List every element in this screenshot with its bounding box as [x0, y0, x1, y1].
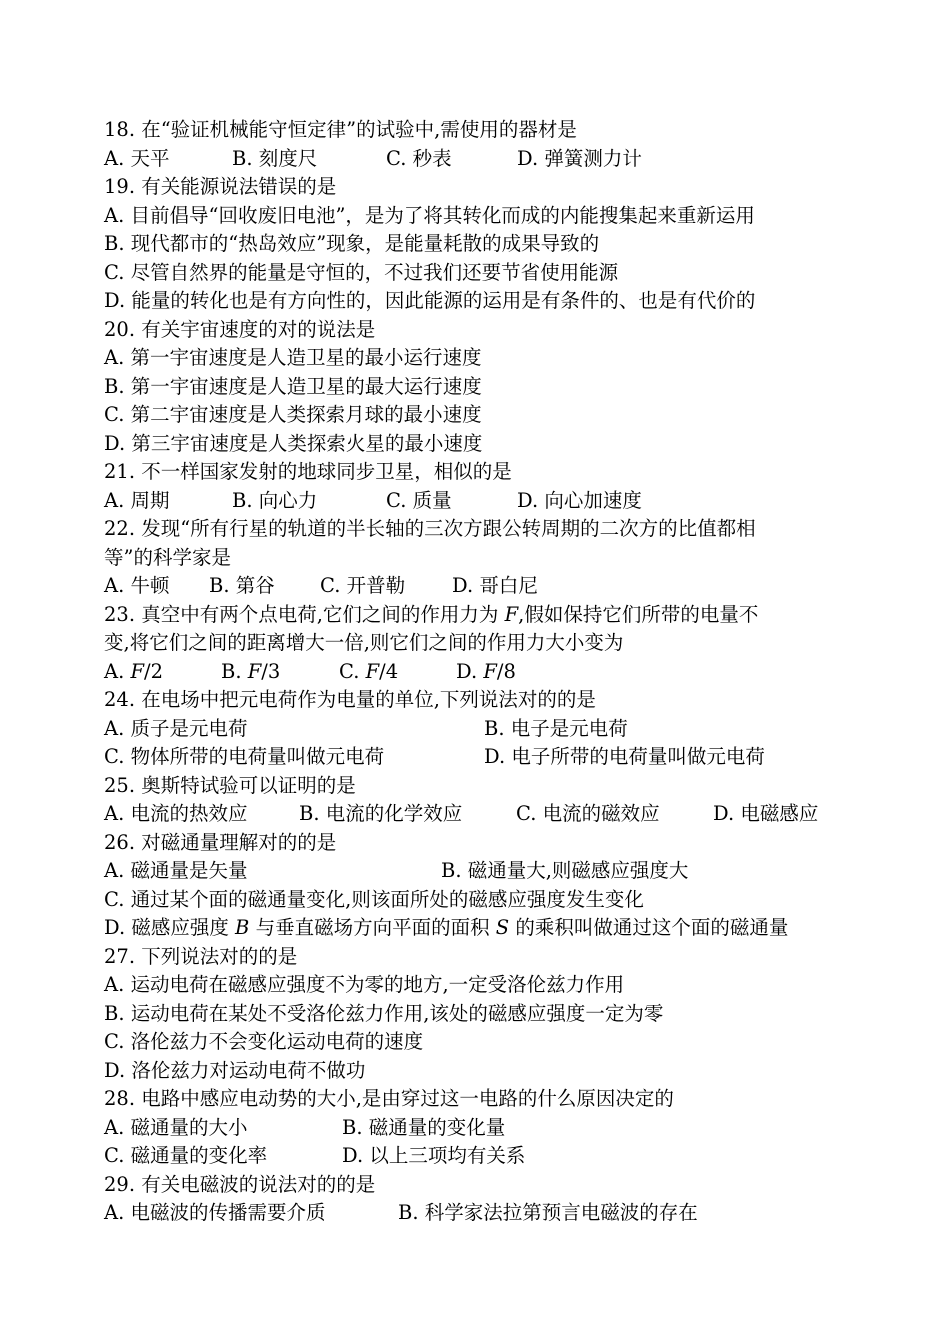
option-c: C. 物体所带的电荷量叫做元电荷 — [104, 745, 385, 768]
options-row — [104, 572, 884, 601]
question-26-stem: 26. 对磁通量理解对的的是 — [104, 830, 337, 854]
options-row — [104, 743, 884, 772]
question-stem — [104, 601, 884, 630]
options-row — [104, 1199, 884, 1228]
question-stem — [104, 829, 884, 858]
option-b: B. 磁通量大,则磁感应强度大 — [441, 859, 689, 882]
variable-f: F — [247, 659, 262, 683]
option-d: D. 以上三项均有关系 — [342, 1144, 526, 1167]
option-label: A. — [104, 659, 131, 683]
question-stem — [104, 943, 884, 972]
option-b: B. 向心力 — [232, 488, 318, 512]
question-19-stem: 19. 有关能源说法错误的是 — [104, 175, 337, 198]
options-row — [104, 800, 884, 829]
option-b — [221, 658, 280, 687]
option-label: D. — [456, 659, 484, 683]
option-b: B. 现代都市的“热岛效应”现象，是能量耗散的成果导致的 — [104, 232, 600, 255]
variable-f: F — [483, 659, 497, 683]
option-b: B. 磁通量的变化量 — [342, 1115, 506, 1139]
option-a: A. 运动电荷在磁感应强度不为零的地方,一定受洛伦兹力作用 — [104, 973, 625, 996]
options-row — [104, 145, 884, 174]
options-row — [104, 487, 884, 516]
option-value: /2 — [144, 659, 163, 683]
question-stem — [104, 316, 884, 345]
option-b: B. 刻度尺 — [232, 146, 318, 170]
question-27-stem: 27. 下列说法对的的是 — [104, 944, 298, 968]
option-a: A. 天平 — [104, 146, 170, 170]
option-c: C. 洛伦兹力不会变化运动电荷的速度 — [104, 1030, 424, 1053]
options-row — [104, 658, 884, 687]
question-list — [104, 116, 884, 1228]
option-d: D. 哥白尼 — [452, 574, 538, 597]
question-stem — [104, 515, 884, 544]
variable-s: S — [495, 916, 510, 939]
question-18-stem: 18. 在“验证机械能守恒定律”的试验中,需使用的器材是 — [104, 118, 577, 141]
question-25-stem: 25. 奥斯特试验可以证明的是 — [104, 773, 356, 797]
option-b: B. 运动电荷在某处不受洛伦兹力作用,该处的磁感应强度一定为零 — [104, 1001, 664, 1025]
option-b: B. 第一宇宙速度是人造卫星的最大运行速度 — [104, 374, 482, 398]
option-d: D. 电子所带的电荷量叫做元电荷 — [484, 745, 765, 768]
option-b: B. 电子是元电荷 — [484, 716, 628, 740]
option-text: D. 磁感应强度 — [104, 916, 236, 939]
option-d: D. 向心加速度 — [517, 488, 642, 512]
option-a — [104, 658, 163, 687]
question-stem — [104, 173, 884, 202]
option-a: A. 第一宇宙速度是人造卫星的最小运行速度 — [104, 346, 482, 369]
option-b: B. 科学家法拉第预言电磁波的存在 — [398, 1201, 698, 1224]
option-d: D. 电磁感应 — [713, 802, 819, 825]
question-stem — [104, 686, 884, 715]
question-stem-continuation: 等”的科学家是 — [104, 545, 231, 569]
option-c — [339, 658, 398, 687]
option-d: D. 第三宇宙速度是人类探索火星的最小速度 — [104, 431, 483, 455]
variable-f: F — [365, 659, 380, 683]
question-23-stem-part: ,假如保持它们所带的电量不 — [518, 602, 759, 626]
option-a: A. 目前倡导“回收废旧电池”，是为了将其转化而成的内能搜集起来重新运用 — [104, 203, 755, 227]
option-c: C. 第二宇宙速度是人类探索月球的最小速度 — [104, 403, 482, 426]
option-c: C. 电流的磁效应 — [516, 802, 660, 825]
question-20-stem: 20. 有关宇宙速度的对的说法是 — [104, 317, 376, 341]
option-a: A. 电磁波的传播需要介质 — [104, 1201, 326, 1224]
option-b: B. 电流的化学效应 — [299, 802, 463, 825]
options-row — [104, 715, 884, 744]
variable-f: F — [130, 659, 145, 683]
option-d: D. 弹簧测力计 — [517, 146, 642, 170]
option-value: /8 — [496, 659, 516, 683]
option-a: A. 质子是元电荷 — [104, 716, 248, 740]
variable-f: F — [504, 602, 519, 626]
option-c: C. 秒表 — [386, 146, 452, 170]
option-c: C. 磁通量的变化率 — [104, 1144, 268, 1167]
option-a: A. 磁通量是矢量 — [104, 859, 248, 882]
option-label: C. — [339, 659, 366, 683]
options-row — [104, 1114, 884, 1143]
question-stem — [104, 1171, 884, 1200]
option-c: C. 质量 — [386, 488, 452, 512]
option-label: B. — [221, 659, 248, 683]
option-text: 的乘积叫做通过这个面的磁通量 — [509, 916, 789, 939]
option-c: C. 通过某个面的磁通量变化,则该面所处的磁感应强度发生变化 — [104, 887, 644, 911]
option-c: C. 尽管自然界的能量是守恒的，不过我们还要节省使用能源 — [104, 260, 619, 284]
option-c: C. 开普勒 — [320, 574, 406, 597]
question-24-stem: 24. 在电场中把元电荷作为电量的单位,下列说法对的的是 — [104, 688, 596, 711]
option-value: /4 — [379, 659, 399, 683]
question-28-stem: 28. 电路中感应电动势的大小,是由穿过这一电路的什么原因决定的 — [104, 1087, 674, 1110]
option-text: 与垂直磁场方向平面的面积 — [249, 916, 496, 939]
question-stem — [104, 116, 884, 145]
option-a: A. 周期 — [104, 488, 170, 512]
question-stem — [104, 772, 884, 801]
question-29-stem: 29. 有关电磁波的说法对的的是 — [104, 1172, 376, 1196]
option-d: D. 能量的转化也是有方向性的，因此能源的运用是有条件的、也是有代价的 — [104, 289, 756, 312]
option-a: A. 电流的热效应 — [104, 802, 248, 825]
option-a: A. 磁通量的大小 — [104, 1115, 248, 1139]
variable-b: B — [235, 916, 250, 939]
question-stem — [104, 1085, 884, 1114]
question-stem-continuation: 变,将它们之间的距离增大一倍,则它们之间的作用力大小变为 — [104, 631, 624, 654]
option-value: /3 — [261, 659, 281, 683]
option-a: A. 牛顿 — [104, 574, 170, 597]
option-d — [104, 914, 884, 943]
option-d: D. 洛伦兹力对运动电荷不做功 — [104, 1058, 366, 1082]
options-row — [104, 857, 884, 886]
question-stem — [104, 458, 884, 487]
option-b: B. 第谷 — [209, 574, 275, 597]
option-d — [456, 658, 516, 687]
question-21-stem: 21. 不一样国家发射的地球同步卫星，相似的是 — [104, 460, 512, 483]
question-22-stem: 22. 发现“所有行星的轨道的半长轴的三次方跟公转周期的二次方的比值都相 — [104, 517, 756, 540]
question-23-stem-part: 23. 真空中有两个点电荷,它们之间的作用力为 — [104, 602, 505, 626]
options-row — [104, 1142, 884, 1171]
